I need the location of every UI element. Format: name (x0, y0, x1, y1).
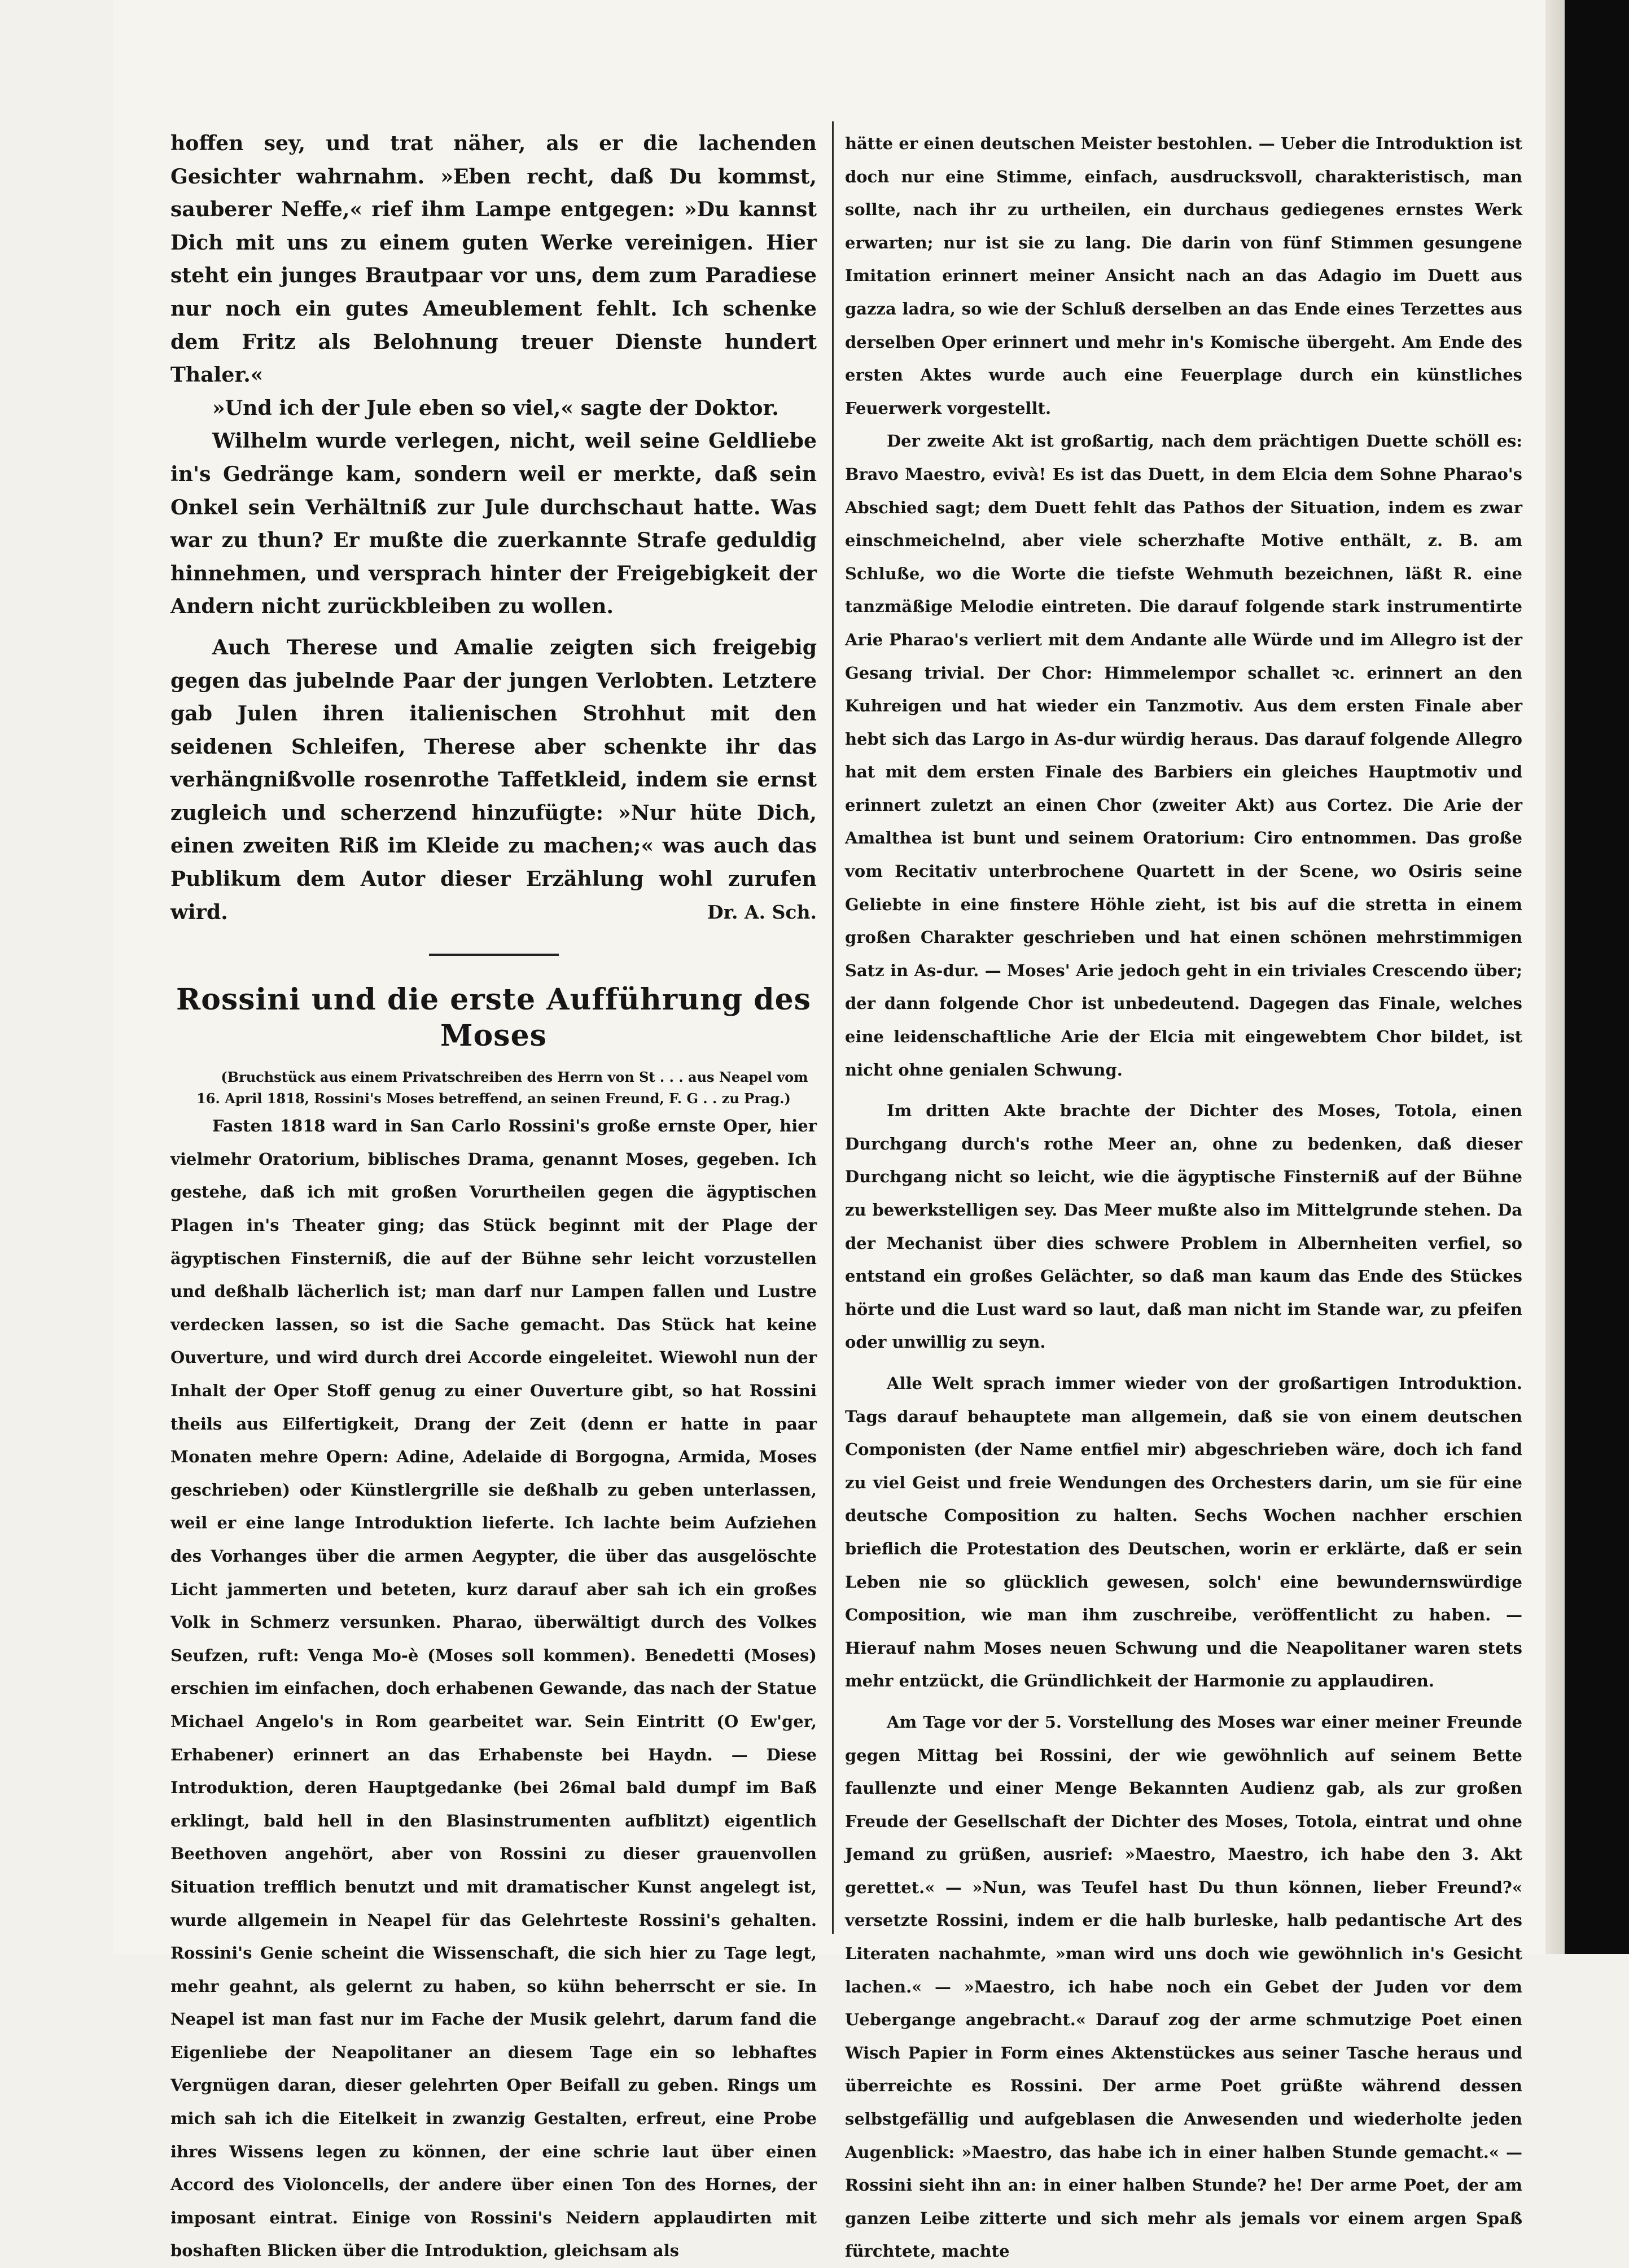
story-paragraph-4 (170, 631, 817, 929)
article-paragraph-1: Fasten 1818 ward in San Carlo Rossini's große ernste Oper, hier vielmehr Oratorium, biblisches Drama, genannt Moses, gegeben. Ich gestehe, daß ich mit großen Vorurtheilen gegen die ägyptischen Plagen in's Theater ging; das Stück beginnt mit der Plage der ägyptischen Finsterniß, die auf der Bühne sehr leicht vorzustellen und deßhalb lächerlich ist; man darf nur Lampen fallen und Lustre verdecken lassen, so ist die Sache gemacht. Das Stück hat keine Ouverture, und wird durch drei Accorde eingeleitet. Wiewohl nun der Inhalt der Oper Stoff genug zu einer Ouverture gibt, so hat Rossini theils aus Eilfertigkeit, Drang der Zeit (denn er hatte in paar Monaten mehre Opern: Adine, Adelaide di Borgogna, Armida, Moses geschrieben) oder Künstlergrille sie deßhalb zu geben unterlassen, weil er eine lange Introduktion lieferte. Ich lachte beim Aufziehen des Vorhanges über die armen Aegypter, die über das ausgelöschte Licht jammerten und beteten, kurz darauf aber sah ich ein großes Volk in Schmerz versunken. Pharao, überwältigt durch des Volkes Seufzen, ruft: Venga Mo-è (Moses soll kommen). Benedetti (Moses) erschien im einfachen, doch erhabenen Gewande, das nach der Statue Michael Angelo's in Rom gearbeitet war. Sein Eintritt (O Ew'ger, Erhabener) erinnert an das Erhabenste bei Haydn. — Diese Introduktion, deren Hauptgedanke (bei 26mal bald dumpf im Baß erklingt, bald hell in den Blasinstrumenten aufblitzt) eigentlich Beethoven angehört, aber von Rossini zu dieser grauenvollen Situation trefflich benutzt und mit dramatischer Kunst angelegt ist, wurde allgemein in Neapel für das Gelehrteste Rossini's gehalten. Rossini's Genie scheint die Wissenschaft, die sich hier zu Tage legt, mehr geahnt, als gelernt zu haben, so kühn beherrscht er sie. In Neapel ist man fast nur im Fache der Musik gelehrt, darum fand die Eigenliebe der Neapolitaner an diesem Tage ein so lebhaftes Vergnügen daran, dieser gelehrten Oper Beifall zu geben. Rings um mich sah ich die Eitelkeit in zwanzig Gestalten, erfreut, eine Probe ihres Wissens legen zu können, der eine schrie laut über einen Accord des Violoncells, der andere über einen Ton des Hornes, der imposant eintrat. Einige von Rossini's Neidern applaudirten mit boshaften Blicken über die Introduktion, gleichsam als (170, 1116, 817, 2261)
right-column (845, 127, 1522, 2268)
article-paragraph-2: hätte er einen deutschen Meister bestohlen. — Ueber die Introduktion ist doch nur eine Stimme, einfach, ausdrucksvoll, charakteristisch, man sollte, nach ihr zu urtheilen, ein durchaus gediegenes ernstes Werk erwarten; nur ist sie zu lang. Die darin von fünf Stimmen gesungene Imitation erinnert meiner Ansicht nach an das Adagio im Duett aus gazza ladra, so wie der Schluß derselben an das Ende eines Terzettes aus derselben Oper erinnert und mehr in's Komische übergeht. Am Ende des ersten Aktes wurde auch eine Feuerplage durch ein künstliches Feuerwerk vorgestellt. (845, 134, 1522, 418)
article-paragraph-5: Alle Welt sprach immer wieder von der großartigen Introduktion. Tags darauf behauptete man allgemein, daß sie von einem deutschen Componisten (der Name entfiel mir) abgeschrieben wäre, doch ich fand zu viel Geist und freie Wendungen des Orchesters darin, um sie für eine deutsche Composition zu halten. Sechs Wochen nachher erschien brieflich die Protestation des Deutschen, worin er erklärte, daß er sein Leben nie so glücklich gewesen, solch' eine bewundernswürdige Composition, wie man ihm zuschreibe, veröffentlicht zu haben. — Hierauf nahm Moses neuen Schwung und die Neapolitaner waren stets mehr entzückt, die Gründlichkeit der Harmonie zu applaudiren. (845, 1373, 1522, 1691)
article-subtitle: (Bruchstück aus einem Privatschreiben des Herrn von St . . . aus Neapel vom 16. April 1818, Rossini's Moses betreffend, an seinen Freund, F. G . . zu Prag.) (196, 1069, 808, 1107)
scan-border (1565, 0, 1629, 1954)
article-paragraph-3: Der zweite Akt ist großartig, nach dem prächtigen Duette schöll es: Bravo Maestro, evivà! Es ist das Duett, in dem Elcia dem Sohne Pharao's Abschied sagt; dem Duett fehlt das Pathos der Situation, indem es zwar einschmeichelnd, aber viele scherzhafte Motive enthält, z. B. am Schluße, wo die Worte die tiefste Wehmuth bezeichnen, läßt R. eine tanzmäßige Melodie eintreten. Die darauf folgende stark instrumentirte Arie Pharao's verliert mit dem Andante alle Würde und im Allegro ist der Gesang trivial. Der Chor: Himmelempor schallet ꝛc. erinnert an den Kuhreigen und hat wieder ein Tanzmotiv. Aus dem ersten Finale aber hebt sich das Largo in As-dur würdig heraus. Das darauf folgende Allegro hat mit dem ersten Finale des Barbiers ein gleiches Hauptmotiv und erinnert zuletzt an einen Chor (zweiter Akt) aus Cortez. Die Arie der Amalthea ist bunt und seinem Oratorium: Ciro entnommen. Das große vom Recitativ unterbrochene Quartett in der Scene, wo Osiris seine Geliebte in eine finstere Höhle zieht, ist bis auf die stretta in einem großen Charakter geschrieben und hat einen schönen mehrstimmigen Satz in As-dur. — Moses' Arie jedoch geht in ein triviales Crescendo über; der dann folgende Chor ist unbedeutend. Dagegen das Finale, welches eine leidenschaftliche Arie der Elcia mit eingewebtem Chor bildet, ist nicht ohne genialen Schwung. (845, 431, 1522, 1080)
article-paragraph-6: Am Tage vor der 5. Vorstellung des Moses war einer meiner Freunde gegen Mittag bei Rossini, der wie gewöhnlich auf seinem Bette faullenzte und einer Menge Bekannten Audienz gab, als zur großen Freude der Gesellschaft der Dichter des Moses, Totola, eintrat und ohne Jemand zu grüßen, ausrief: »Maestro, Maestro, ich habe den 3. Akt gerettet.« — »Nun, was Teufel hast Du thun können, lieber Freund?« versetzte Rossini, indem er die halb burleske, halb pedantische Art des Literaten nachahmte, »man wird uns doch wie gewöhnlich in's Gesicht lachen.« — »Maestro, ich habe noch ein Gebet der Juden vor dem Uebergange angebracht.« Darauf zog der arme schmutzige Poet einen Wisch Papier in Form eines Aktenstückes aus seiner Tasche heraus und überreichte es Rossini. Der arme Poet grüßte während dessen selbstgefällig und aufgeblasen die Anwesenden und wiederholte jeden Augenblick: »Maestro, das habe ich in einer halben Stunde gemacht.« — Rossini sieht ihn an: in einer halben Stunde? he! Der arme Poet, der am ganzen Leibe zitterte und sich mehr als jemals vor einem argen Spaß fürchtete, machte (845, 1712, 1522, 2261)
column-divider (832, 121, 834, 1934)
page-edge (1545, 0, 1565, 1954)
section-separator (429, 954, 559, 956)
article-paragraph-4: Im dritten Akte brachte der Dichter des Moses, Totola, einen Durchgang durch's rothe Meer an, ohne zu bedenken, daß dieser Durchgang nicht so leicht, wie die ägyptische Finsterniß auf der Bühne zu bewerkstelligen sey. Das Meer mußte also im Mittelgrunde stehen. Da der Mechanist über dies schwere Problem in Albernheiten verfiel, so entstand ein großes Gelächter, so daß man kaum das Ende des Stückes hörte und die Lust ward so laut, daß man nicht im Stande war, zu pfeifen oder unwillig zu seyn. (845, 1101, 1522, 1352)
author-signature: Dr. A. Sch. (707, 901, 817, 923)
article-title: Rossini und die erste Aufführung des Moses (176, 982, 811, 1054)
story-paragraph-3: Wilhelm wurde verlegen, nicht, weil seine Geldliebe in's Gedränge kam, sondern weil er merkte, daß sein Onkel sein Verhältniß zur Jule durchschaut hatte. Was war zu thun? Er mußte die zuerkannte Strafe geduldig hinnehmen, und versprach hinter der Freigebigkeit der Andern nicht zurückbleiben zu wollen. (170, 429, 817, 619)
story-paragraph-2: »Und ich der Jule eben so viel,« sagte der Doktor. (212, 395, 779, 420)
left-column (170, 127, 817, 2267)
story-paragraph-4-text: Auch Therese und Amalie zeigten sich freigebig gegen das jubelnde Paar der jungen Verlobten. Letztere gab Julen ihren italienischen Strohhut mit den seidenen Schleifen, Therese aber schenkte ihr das verhängnißvolle rosenrothe Taffetkleid, indem sie ernst zugleich und scherzend hinzufügte: »Nur hüte Dich, einen zweiten Riß im Kleide zu machen;« was auch das Publikum dem Autor dieser Erzählung wohl zurufen wird. (170, 635, 817, 924)
story-paragraph-1: hoffen sey, und trat näher, als er die lachenden Gesichter wahrnahm. »Eben recht, daß Du kommst, sauberer Neffe,« rief ihm Lampe entgegen: »Du kannst Dich mit uns zu einem guten Werke vereinigen. Hier steht ein junges Brautpaar vor uns, dem zum Paradiese nur noch ein gutes Ameublement fehlt. Ich schenke dem Fritz als Belohnung treuer Dienste hundert Thaler.« (170, 131, 817, 387)
